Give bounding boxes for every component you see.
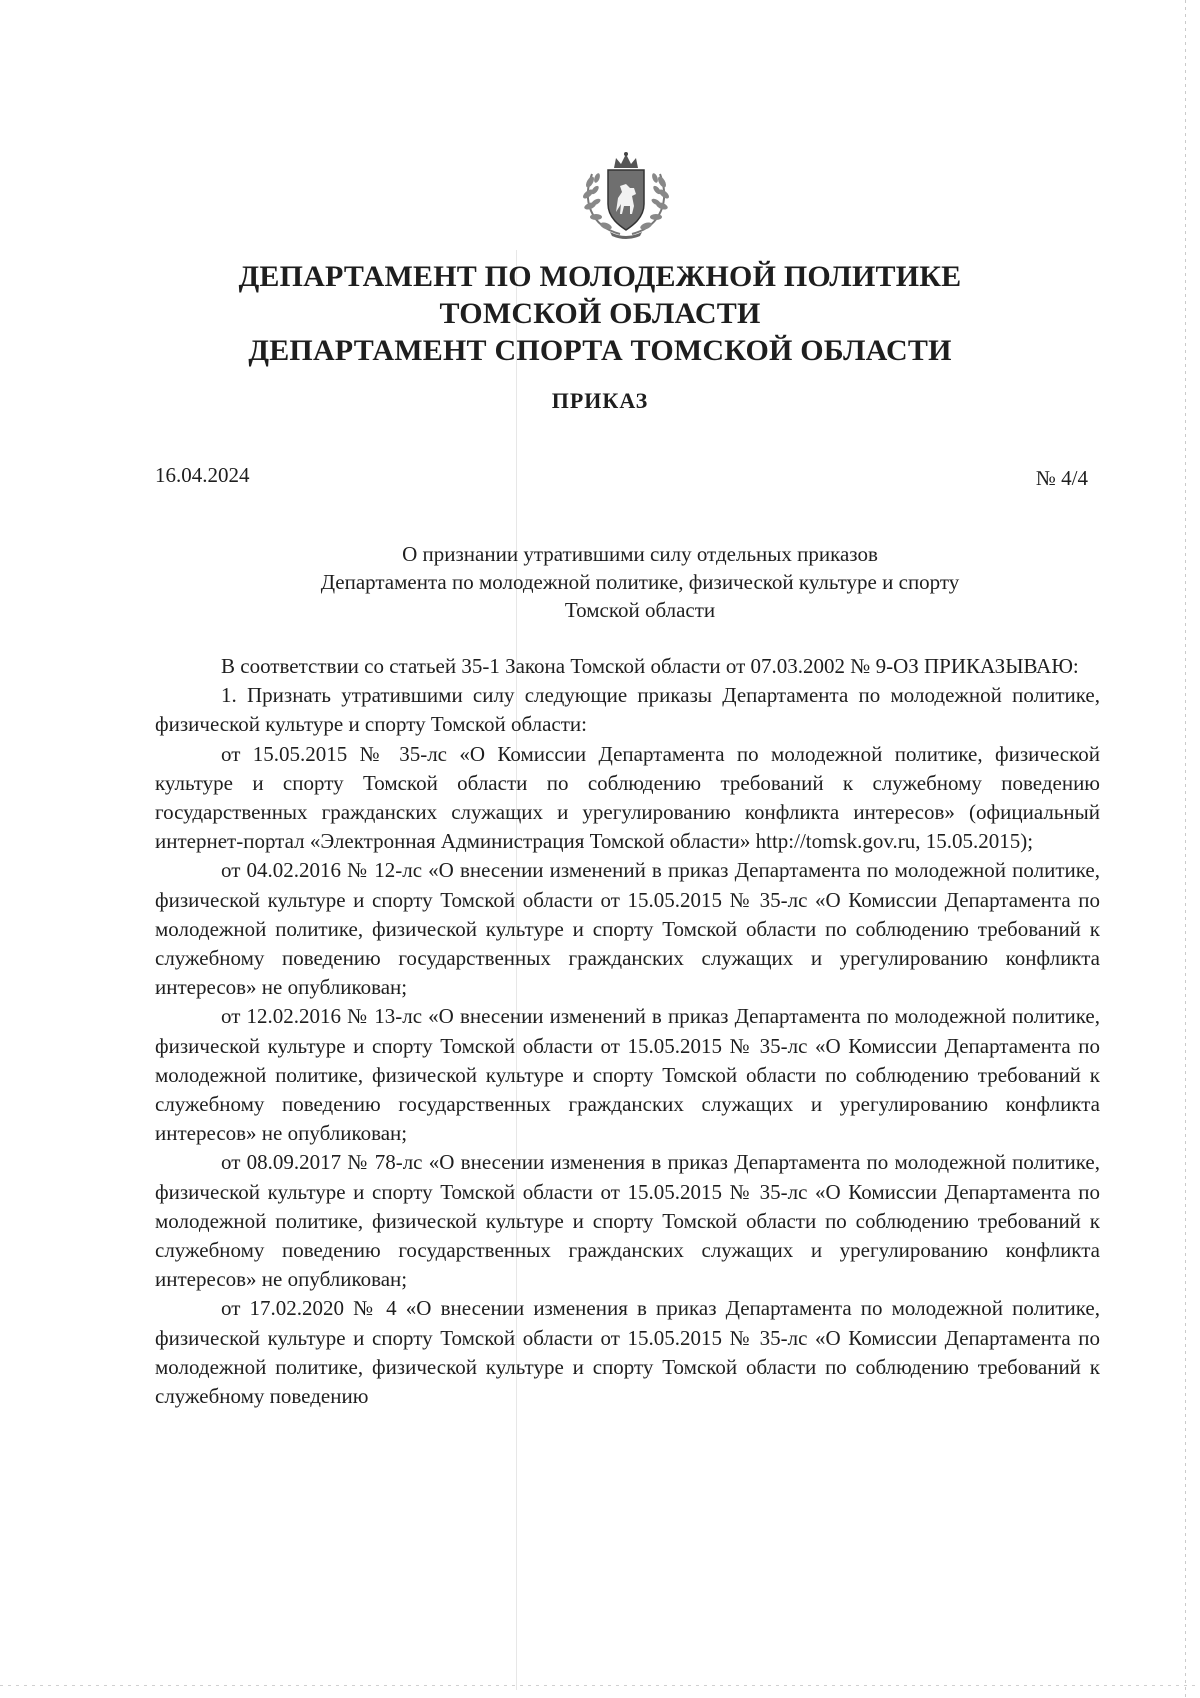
body-paragraph: 1. Признать утратившими силу следующие приказы Департамента по молодежной политике, физической культуре и спорту Томской области: bbox=[155, 683, 1100, 737]
document-header bbox=[200, 258, 1000, 369]
body-paragraph: от 17.02.2020 № 4 «О внесении изменения в приказ Департамента по молодежной политике, физической культуре и спорту Томской области от 15.05.2015 № 35-лс «О Комиссии Департамента по молодежной политике, физической культуре и спорту Томской области по соблюдению требований к служебному поведению bbox=[155, 1296, 1100, 1409]
order-subject bbox=[240, 540, 1040, 624]
subject-line-3: Томской области bbox=[564, 598, 716, 622]
order-title: ПРИКАЗ bbox=[551, 388, 649, 413]
order-date: 16.04.2024 bbox=[155, 463, 250, 487]
body-paragraph: В соответствии со статьей 35-1 Закона Томской области от 07.03.2002 № 9-ОЗ ПРИКАЗЫВАЮ: bbox=[221, 654, 1079, 678]
body-paragraph: от 15.05.2015 № 35-лс «О Комиссии Департамента по молодежной политике, физической культуре и спорту Томской области по соблюдению требований к служебному поведению государственных гражданских служащих и урегулированию конфликта интересов» (официальный интернет-портал «Электронная Администрация Томской области» http://tomsk.gov.ru, 15.05.2015); bbox=[155, 741, 1100, 854]
body-paragraph: от 12.02.2016 № 13-лс «О внесении изменений в приказ Департамента по молодежной политике, физической культуре и спорту Томской области от 15.05.2015 № 35-лс «О Комиссии Департамента по молодежной политике, физической культуре и спорту Томской области по соблюдению требований к служебному поведению государственных гражданских служащих и урегулированию конфликта интересов» не опубликован; bbox=[155, 1004, 1100, 1146]
body-paragraph: от 08.09.2017 № 78-лс «О внесении изменения в приказ Департамента по молодежной политике, физической культуре и спорту Томской области от 15.05.2015 № 35-лс «О Комиссии Департамента по молодежной политике, физической культуре и спорту Томской области по соблюдению требований к служебному поведению государственных гражданских служащих и урегулированию конфликта интересов» не опубликован; bbox=[155, 1150, 1100, 1292]
subject-line-1: О признании утратившими силу отдельных приказов bbox=[402, 542, 878, 566]
scan-right-edge bbox=[1185, 0, 1186, 1698]
scan-bottom-edge bbox=[0, 1685, 1200, 1686]
coat-of-arms-icon bbox=[570, 148, 682, 242]
order-body bbox=[155, 652, 1100, 1411]
header-line-3: ДЕПАРТАМЕНТ СПОРТА ТОМСКОЙ ОБЛАСТИ bbox=[248, 334, 952, 367]
header-line-1: ДЕПАРТАМЕНТ ПО МОЛОДЕЖНОЙ ПОЛИТИКЕ bbox=[238, 260, 962, 293]
subject-line-2: Департамента по молодежной политике, физической культуре и спорту bbox=[320, 570, 960, 594]
body-paragraph: от 04.02.2016 № 12-лс «О внесении изменений в приказ Департамента по молодежной политике, физической культуре и спорту Томской области от 15.05.2015 № 35-лс «О Комиссии Департамента по молодежной политике, физической культуре и спорту Томской области по соблюдению требований к служебному поведению государственных гражданских служащих и урегулированию конфликта интересов» не опубликован; bbox=[155, 858, 1100, 1000]
order-number: № 4/4 bbox=[1035, 466, 1088, 490]
header-line-2: ТОМСКОЙ ОБЛАСТИ bbox=[439, 297, 761, 330]
